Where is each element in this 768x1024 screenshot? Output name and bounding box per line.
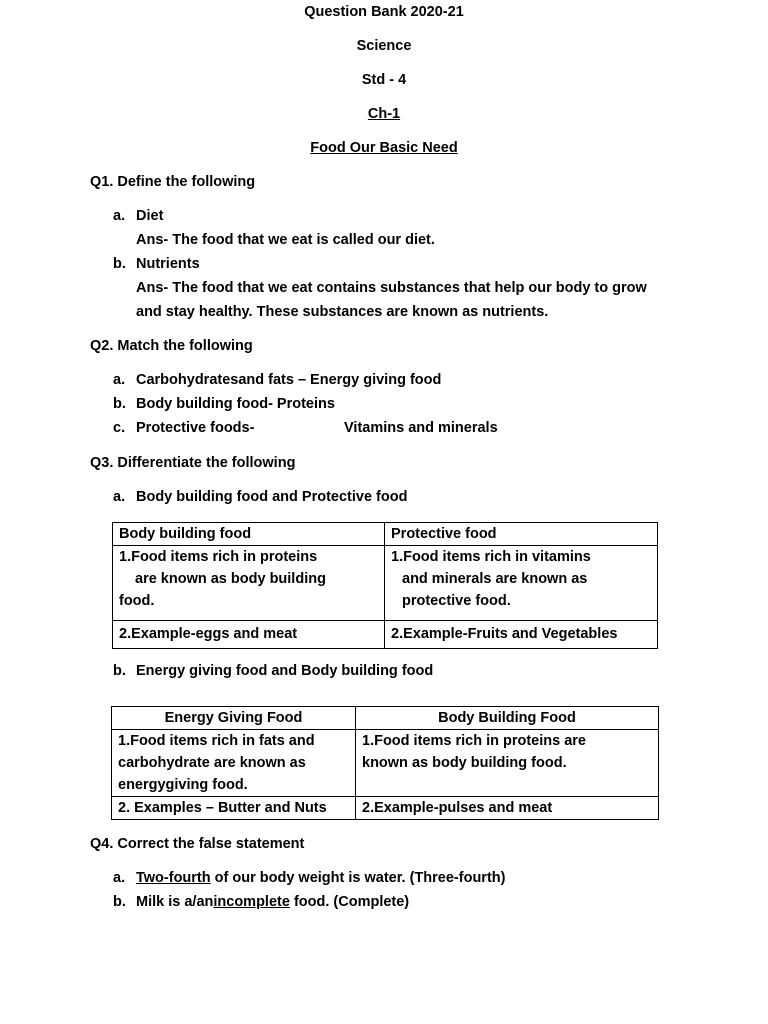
- cell-line: carbohydrate are known as: [118, 755, 306, 771]
- chapter-label: [0, 105, 768, 123]
- table-header-cell: Energy Giving Food: [112, 707, 356, 730]
- table-cell: [385, 546, 658, 621]
- q3-a-marker: a.: [113, 489, 126, 505]
- q4-item-a-rest: of our body weight is water. (Three-fourth): [210, 870, 506, 886]
- chapter-number: Ch-1: [367, 106, 401, 122]
- cell-line: are known as body building: [135, 571, 326, 587]
- table-row: [113, 546, 658, 621]
- std-label: Std - 4: [361, 72, 407, 88]
- table-body-building-vs-protective: [112, 522, 658, 649]
- q3-b-marker: b.: [113, 663, 126, 679]
- chapter-title: [0, 139, 768, 157]
- q2-heading: Q2. Match the following: [90, 338, 253, 354]
- table-cell: 2.Example-eggs and meat: [113, 621, 385, 649]
- table-cell: 2.Example-Fruits and Vegetables: [385, 621, 658, 649]
- q2-item-b-text: Body building food- Proteins: [136, 396, 335, 412]
- table-header-cell: Body building food: [113, 523, 385, 546]
- q4-item-b-marker: b.: [113, 894, 126, 910]
- cell-line: 1.Food items rich in fats and: [118, 733, 315, 749]
- table-cell: [356, 730, 659, 797]
- q3-a-title: Body building food and Protective food: [136, 489, 408, 505]
- table-cell: 2. Examples – Butter and Nuts: [112, 797, 356, 820]
- cell-line: 1.Food items rich in proteins are: [362, 733, 586, 749]
- q1-item-a-answer: Ans- The food that we eat is called our diet.: [136, 232, 435, 248]
- table-header-row: [112, 707, 659, 730]
- table-header-row: [113, 523, 658, 546]
- q2-item-c-text: Protective foods-: [136, 420, 255, 436]
- q4-item-b-text: [136, 893, 409, 911]
- q1-item-b-answer-line2: and stay healthy. These substances are known as nutrients.: [136, 304, 549, 320]
- q1-item-b-term: Nutrients: [136, 256, 200, 272]
- cell-line: energygiving food.: [118, 777, 248, 793]
- q2-item-a-text: Carbohydratesand fats – Energy giving food: [136, 372, 442, 388]
- q2-item-b-marker: b.: [113, 396, 126, 412]
- q4-item-b-rest: food. (Complete): [289, 894, 410, 910]
- cell-line: known as body building food.: [362, 755, 567, 771]
- table-cell: 2.Example-pulses and meat: [356, 797, 659, 820]
- table-header-cell: Protective food: [385, 523, 658, 546]
- q4-heading: Q4. Correct the false statement: [90, 836, 305, 852]
- q1-item-a-term: Diet: [136, 208, 164, 224]
- document-title: Question Bank 2020-21: [304, 4, 464, 20]
- q4-item-a-false-word: Two-fourth: [136, 870, 211, 886]
- cell-line: food.: [119, 593, 155, 609]
- q4-item-b-prefix: Milk is a/an: [136, 894, 214, 910]
- q4-item-a-marker: a.: [113, 870, 126, 886]
- q2-item-c-marker: c.: [113, 420, 126, 436]
- table-energy-vs-body-building: [111, 706, 659, 820]
- table-cell: [113, 546, 385, 621]
- q2-item-c-match: Vitamins and minerals: [344, 420, 498, 436]
- q1-item-b-marker: b.: [113, 256, 126, 272]
- q1-item-b-answer-line1: Ans- The food that we eat contains substances that help our body to grow: [136, 280, 647, 296]
- q4-item-a-text: [136, 869, 505, 887]
- table-header-cell: Body Building Food: [356, 707, 659, 730]
- cell-line: 1.Food items rich in vitamins: [391, 549, 591, 565]
- cell-line: and minerals are known as: [402, 571, 588, 587]
- q3-b-title: Energy giving food and Body building food: [136, 663, 434, 679]
- table-cell: [112, 730, 356, 797]
- q1-item-a-marker: a.: [113, 208, 126, 224]
- table-row: [112, 730, 659, 797]
- chapter-title-text: Food Our Basic Need: [310, 140, 458, 156]
- cell-line: protective food.: [402, 593, 511, 609]
- cell-line: 1.Food items rich in proteins: [119, 549, 318, 565]
- q1-heading: Q1. Define the following: [90, 174, 256, 190]
- q4-item-b-false-word: incomplete: [213, 894, 290, 910]
- table-row: [113, 621, 658, 649]
- q2-item-a-marker: a.: [113, 372, 126, 388]
- table-row: [112, 797, 659, 820]
- q3-heading: Q3. Differentiate the following: [90, 455, 296, 471]
- subject-label: Science: [356, 38, 412, 54]
